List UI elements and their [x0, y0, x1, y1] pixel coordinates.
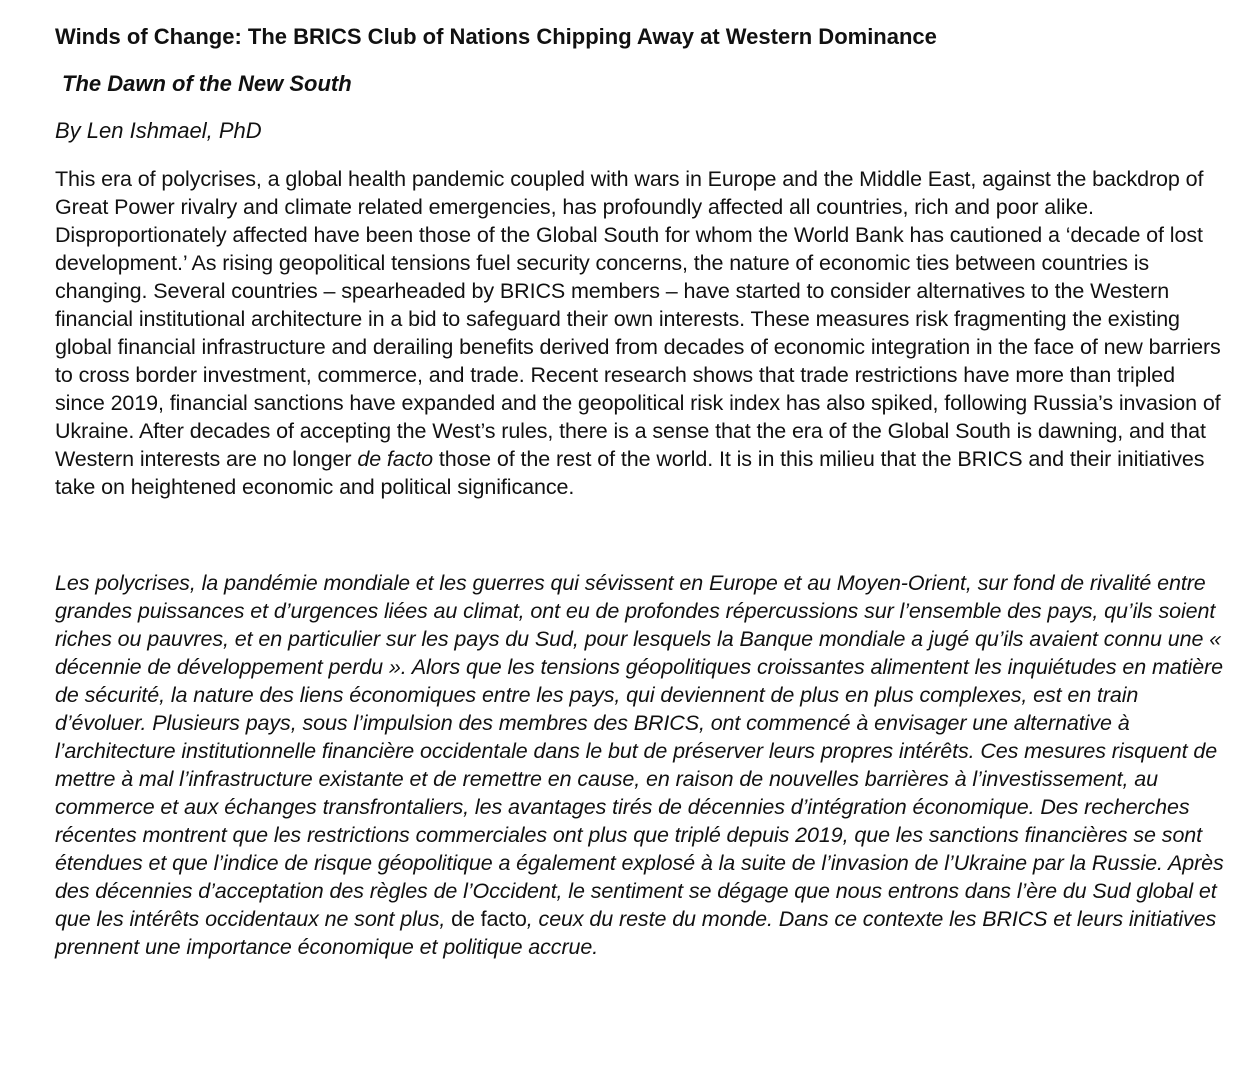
document-subtitle: The Dawn of the New South — [62, 71, 352, 96]
french-paragraph-emphasis: de facto — [445, 907, 527, 931]
document-title: Winds of Change: The BRICS Club of Nations Chipping Away at Western Dominance — [55, 24, 937, 49]
french-paragraph — [55, 569, 1230, 961]
author-byline: By Len Ishmael, PhD — [55, 118, 262, 143]
french-paragraph-text-1: Les polycrises, la pandémie mondiale et les guerres qui sévissent en Europe et au Moyen-Orient, sur fond de rivalité entre grandes puissances et d’urgences liées au climat, ont eu de profondes répercussions sur l’ensemble des pays, qu’ils soient riches ou pauvres, et en particulier sur les pays du Sud, pour lesquels la Banque mondiale a jugé qu’ils avaient connu une « décennie de développement perdu ». Alors que les tensions géopolitiques croissantes alimentent les inquiétudes en matière de sécurité, la nature des liens économiques entre les pays, qui deviennent de plus en plus complexes, est en train d’évoluer. Plusieurs pays, sous l’impulsion des membres des BRICS, ont commencé à envisager une alternative à l’architecture institutionnelle financière occidentale dans le but de préserver leurs propres intérêts. Ces mesures risquent de mettre à mal l’infrastructure existante et de remettre en cause, en raison de nouvelles barrières à l’investissement, au commerce et aux échanges transfrontaliers, les avantages tirés de décennies d’intégration économique. Des recherches récentes montrent que les restrictions commerciales ont plus que triplé depuis 2019, que les sanctions financières se sont étendues et que l’indice de risque géopolitique a également explosé à la suite de l’invasion de l’Ukraine par la Russie. Après des décennies d’acceptation des règles de l’Occident, le sentiment se dégage que nous entrons dans l’ère du Sud global et que les intérêts occidentaux ne sont plus, — [55, 571, 1224, 931]
french-paragraph-text-2: , ceux du reste du monde. Dans ce contexte les BRICS et leurs initiatives prennent une importance économique et politique accrue. — [55, 907, 1217, 959]
english-paragraph-emphasis: de facto — [357, 447, 434, 471]
english-paragraph-text-2: those of the rest of the world. It is in this milieu that the BRICS and their initiatives take on heightened economic and political significance. — [55, 447, 1205, 499]
english-paragraph — [55, 165, 1230, 501]
english-paragraph-text-1: This era of polycrises, a global health pandemic coupled with wars in Europe and the Middle East, against the backdrop of Great Power rivalry and climate related emergencies, has profoundly affected all countries, rich and poor alike. Disproportionately affected have been those of the Global South for whom the World Bank has cautioned a ‘decade of lost development.’ As rising geopolitical tensions fuel security concerns, the nature of economic ties between countries is changing. Several countries – spearheaded by BRICS members – have started to consider alternatives to the Western financial institutional architecture in a bid to safeguard their own interests. These measures risk fragmenting the existing global financial infrastructure and derailing benefits derived from decades of economic integration in the face of new barriers to cross border investment, commerce, and trade. Recent research shows that trade restrictions have more than tripled since 2019, financial sanctions have expanded and the geopolitical risk index has also spiked, following Russia’s invasion of Ukraine. After decades of accepting the West’s rules, there is a sense that the era of the Global South is dawning, and that Western interests are no longer — [55, 167, 1221, 471]
